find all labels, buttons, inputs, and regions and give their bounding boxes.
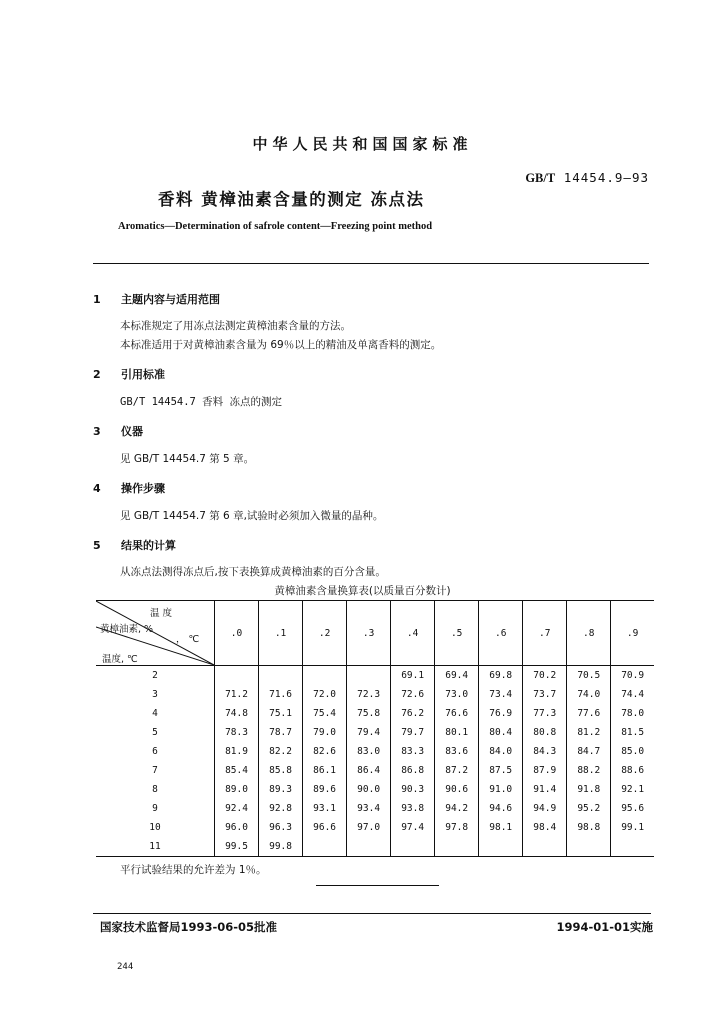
section-title: 结果的计算 [121,539,176,552]
table-cell: 95.6 [611,799,654,818]
table-cell [567,837,611,857]
row-temperature: 6 [152,746,158,757]
section-number: 5 [93,539,101,552]
table-cell: 90.6 [435,780,479,799]
table-cell: 85.8 [259,761,303,780]
section-1-heading [93,291,220,307]
section-4-heading [93,480,165,496]
standard-code [525,170,649,186]
section-title: 引用标准 [121,368,165,381]
table-row [96,761,654,780]
table-row [96,837,654,857]
row-temperature: 4 [152,708,158,719]
table-cell: 74.4 [611,685,654,704]
table-cell: 84.0 [479,742,523,761]
table-cell: 89.3 [259,780,303,799]
table-cell: 88.2 [567,761,611,780]
table-cell: 76.9 [479,704,523,723]
tolerance-note: 平行试验结果的允许差为 1％。 [120,864,267,876]
table-cell [259,666,303,686]
corner-temperature-label: 温 度 [150,608,173,619]
table-cell: 79.0 [303,723,347,742]
approval-statement: 国家技术监督局1993-06-05批准 [100,920,278,934]
table-cell: 75.4 [303,704,347,723]
table-cell: 73.0 [435,685,479,704]
table-header-row [96,601,654,666]
table-cell: 74.0 [567,685,611,704]
column-header: .8 [567,601,611,666]
table-cell: 76.6 [435,704,479,723]
table-cell [435,837,479,857]
section-5-line-1: 从冻点法测得冻点后,按下表换算成黄樟油素的百分含量。 [120,566,386,578]
section-title: 操作步骤 [121,482,165,495]
row-temperature: 2 [152,670,158,681]
table-cell: 81.2 [567,723,611,742]
corner-content-label: 黄樟油素, % [100,624,154,635]
table-cell: 78.3 [215,723,259,742]
table-cell: 85.0 [611,742,654,761]
table-cell: 80.8 [523,723,567,742]
english-title: Aromatics—Determination of safrole content—Freezing point method [118,221,433,232]
footer-rule [93,913,651,914]
table-row [96,685,654,704]
table-cell: 94.2 [435,799,479,818]
table-cell: 78.7 [259,723,303,742]
row-temperature: 5 [152,727,158,738]
header-rule [93,263,649,264]
table-cell: 92.4 [215,799,259,818]
standard-code-number: 14454.9—93 [563,170,649,185]
table-cell: 86.4 [347,761,391,780]
table-cell: 79.4 [347,723,391,742]
table-cell: 83.3 [391,742,435,761]
table-cell: 97.4 [391,818,435,837]
table-cell: 73.4 [479,685,523,704]
table-cell: 83.6 [435,742,479,761]
table-cell [611,837,654,857]
table-cell: 93.8 [391,799,435,818]
table-cell: 82.2 [259,742,303,761]
section-title: 仪器 [121,425,143,438]
column-header: .6 [479,601,523,666]
table-cell: 71.6 [259,685,303,704]
table-row [96,818,654,837]
table-cell: 99.8 [259,837,303,857]
document-title: 香料 黄樟油素含量的测定 冻点法 [158,190,425,209]
table-row [96,666,654,686]
column-header: .2 [303,601,347,666]
table-cell [303,666,347,686]
row-temperature: 7 [152,765,158,776]
corner-row-label: 温度, ℃ [102,654,138,665]
table-cell [347,837,391,857]
section-1-line-1: 本标准规定了用冻点法测定黄樟油素含量的方法。 [120,320,351,332]
table-cell: 84.3 [523,742,567,761]
table-cell: 92.1 [611,780,654,799]
table-cell: 72.6 [391,685,435,704]
row-temperature: 3 [152,689,158,700]
table-cell: 89.0 [215,780,259,799]
table-cell: 99.5 [215,837,259,857]
table-cell: 70.2 [523,666,567,686]
table-cell [523,837,567,857]
table-cell: 93.1 [303,799,347,818]
table-cell: 78.0 [611,704,654,723]
table-cell: 75.1 [259,704,303,723]
table-cell: 69.1 [391,666,435,686]
table-row [96,799,654,818]
table-cell: 97.0 [347,818,391,837]
end-rule [316,885,439,886]
table-cell: 69.8 [479,666,523,686]
table-cell: 96.6 [303,818,347,837]
row-temperature: 11 [96,837,215,857]
table-body [96,666,654,857]
table-cell: 90.0 [347,780,391,799]
section-4-line-1: 见 GB/T 14454.7 第 6 章,试验时必须加入微量的晶种。 [120,510,384,522]
table-cell: 74.8 [215,704,259,723]
column-header: .5 [435,601,479,666]
table-cell: 79.7 [391,723,435,742]
table-cell: 69.4 [435,666,479,686]
section-2-line-1: GB/T 14454.7 香料 冻点的测定 [120,396,283,408]
table-cell [391,837,435,857]
table-cell: 86.8 [391,761,435,780]
table-cell: 98.4 [523,818,567,837]
table-cell: 70.9 [611,666,654,686]
column-header: .9 [611,601,654,666]
section-number: 3 [93,425,101,438]
section-title: 主题内容与适用范围 [121,293,220,306]
section-3-line-1: 见 GB/T 14454.7 第 5 章。 [120,453,255,465]
table-cell: 82.6 [303,742,347,761]
page-number: 244 [117,962,134,972]
column-header: .4 [391,601,435,666]
table-cell: 73.7 [523,685,567,704]
table-cell [303,837,347,857]
conversion-table [96,600,654,857]
table-cell: 87.5 [479,761,523,780]
table-row [96,723,654,742]
row-temperature: 8 [152,784,158,795]
table-cell: 80.4 [479,723,523,742]
section-3-heading [93,423,143,439]
table-cell: 91.0 [479,780,523,799]
column-header: .0 [215,601,259,666]
table-cell: 84.7 [567,742,611,761]
table-cell: 77.6 [567,704,611,723]
table-cell: 81.9 [215,742,259,761]
table-cell: 87.2 [435,761,479,780]
table-cell: 92.8 [259,799,303,818]
table-cell [347,666,391,686]
table-corner-cell [96,601,215,666]
table-cell: 87.9 [523,761,567,780]
row-temperature: 10 [149,822,161,833]
table-cell: 85.4 [215,761,259,780]
standard-series-title: 中华人民共和国国家标准 [252,135,473,153]
column-header: .1 [259,601,303,666]
section-number: 1 [93,293,101,306]
table-cell: 72.3 [347,685,391,704]
effective-date: 1994-01-01实施 [556,920,653,934]
table-cell: 96.0 [215,818,259,837]
table-cell: 83.0 [347,742,391,761]
table-cell: 72.0 [303,685,347,704]
table-cell: 95.2 [567,799,611,818]
table-cell: 98.8 [567,818,611,837]
table-row [96,780,654,799]
table-cell: 97.8 [435,818,479,837]
table-cell: 76.2 [391,704,435,723]
table-cell: 86.1 [303,761,347,780]
table-cell: 98.1 [479,818,523,837]
section-1-line-2: 本标准适用于对黄樟油素含量为 69％以上的精油及单离香料的测定。 [120,339,442,351]
section-2-heading [93,366,165,382]
table-cell: 96.3 [259,818,303,837]
table-cell: 88.6 [611,761,654,780]
table-cell: 75.8 [347,704,391,723]
corner-unit-label: ， ℃ [176,634,200,645]
table-cell: 99.1 [611,818,654,837]
table-cell: 70.5 [567,666,611,686]
table-cell: 91.4 [523,780,567,799]
column-header: .3 [347,601,391,666]
section-5-heading [93,537,176,553]
section-number: 2 [93,368,101,381]
row-temperature: 9 [152,803,158,814]
table-row [96,742,654,761]
table-cell: 93.4 [347,799,391,818]
table-cell: 94.6 [479,799,523,818]
table-cell: 81.5 [611,723,654,742]
column-header: .7 [523,601,567,666]
table-cell: 89.6 [303,780,347,799]
standard-code-prefix: GB/T [525,171,556,185]
table-cell: 94.9 [523,799,567,818]
table-caption: 黄樟油素含量换算表(以质量百分数计) [274,585,451,597]
section-number: 4 [93,482,101,495]
table-cell: 90.3 [391,780,435,799]
table-row [96,704,654,723]
table-cell [479,837,523,857]
table-cell: 77.3 [523,704,567,723]
table-cell: 91.8 [567,780,611,799]
table-cell: 71.2 [215,685,259,704]
table-cell: 80.1 [435,723,479,742]
table-cell [215,666,259,686]
